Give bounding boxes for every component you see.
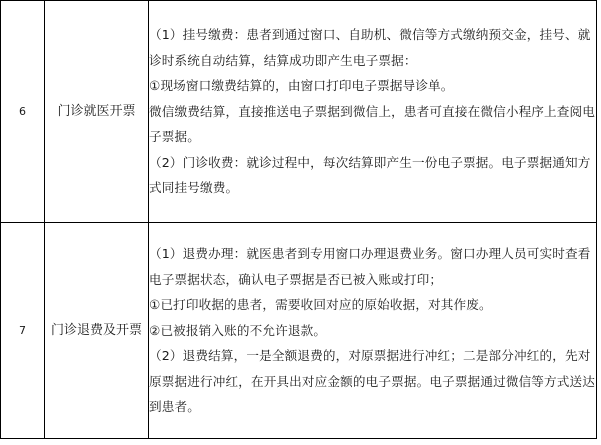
row-number-cell: 6	[1, 1, 45, 223]
item-name-cell: 门诊退费及开票	[45, 223, 149, 439]
item-name-cell: 门诊就医开票	[45, 1, 149, 223]
description-cell	[149, 223, 597, 439]
table-row	[1, 223, 597, 439]
description-paragraph: （1）退费办理：就医患者到专用窗口办理退费业务。窗口办理人员可实时查看电子票据状态，确认电子票据是否已被入账或打印；	[149, 246, 591, 287]
description-paragraph: ①现场窗口缴费结算的，由窗口打印电子票据导诊单。	[149, 78, 454, 94]
row-number-cell: 7	[1, 223, 45, 439]
description-paragraph: （2）门诊收费：就诊过程中，每次结算即产生一份电子票据。电子票据通知方式同挂号缴费。	[149, 154, 591, 196]
description-paragraph: ①已打印收据的患者，需要收回对应的原始收据，对其作废。	[149, 297, 492, 313]
description-paragraph: （1）挂号缴费：患者到通过窗口、自助机、微信等方式缴纳预交金，挂号、就诊时系统自动结算，结算成功即产生电子票据：	[149, 27, 591, 68]
description-paragraph: 微信缴费结算，直接推送电子票据到微信上，患者可直接在微信小程序上查阅电子票据。	[149, 103, 596, 145]
description-paragraph: （2）退费结算，一是全额退费的，对原票据进行冲红；二是部分冲红的，先对原票据进行冲红，在开具出对应金额的电子票据。电子票据通过微信等方式送达到患者。	[149, 348, 596, 415]
description-cell	[149, 1, 597, 223]
table-row	[1, 1, 597, 223]
description-paragraph: ②已被报销入账的不允许退款。	[149, 322, 327, 338]
